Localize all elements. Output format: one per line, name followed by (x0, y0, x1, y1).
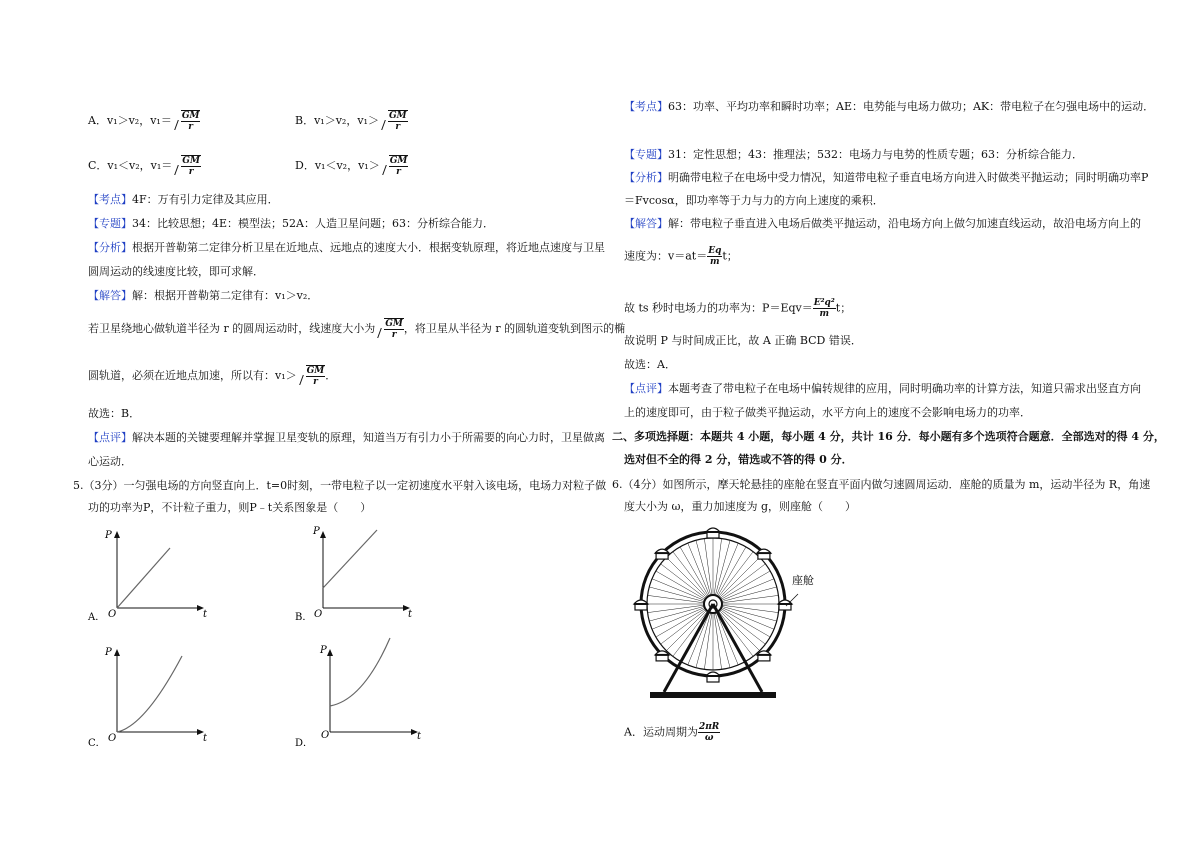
tag-fenxi: 【分析】 (624, 171, 668, 184)
ferris-wheel-figure (620, 520, 840, 710)
q5-answer: 故选：A． (624, 358, 676, 371)
option-letter: C． (88, 159, 108, 172)
axis-label-t: t (203, 609, 208, 620)
q6-option-a: A．运动周期为 $\frac{2\pi R}{\omega}$ (624, 722, 720, 743)
axis-label-t: t (203, 733, 208, 744)
q4-jieda-line1 (88, 287, 318, 303)
sqrt-gm-over-r: $\frac{GM}{r}$ (380, 155, 409, 177)
sqrt-gm-over-r: $\frac{GM}{r}$ (297, 365, 326, 387)
support-leg-right (713, 604, 762, 692)
option-letter: A． (88, 114, 107, 127)
option-letter: D． (295, 159, 315, 172)
origin-label: O (108, 733, 117, 744)
q4-jieda-line2: 若卫星绕地心做轨道半径为 r 的圆周运动时，线速度大小为 $\frac{GM}{r}$ ，将卫星从半径为 r 的圆轨道变轨到图示的椭 (88, 319, 626, 340)
jieda-text: 解：带电粒子垂直进入电场后做类平抛运动，沿电场方向上做匀加速直线运动，故沿电场方向上的 (668, 217, 1141, 230)
tag-jieda: 【解答】 (624, 217, 668, 230)
q4-dianping-line1 (88, 429, 605, 445)
graph-d-curve (330, 638, 390, 706)
fraction-e2q2-over-m: $\frac{\text{E²q²}}{m}$ (813, 298, 835, 319)
q4-dianping-line2: 心运动． (88, 455, 132, 468)
option-d-label: D． (295, 738, 314, 749)
cabin (634, 600, 648, 610)
fenxi-text: 根据开普勒第二定律分析卫星在近地点、远地点的速度大小．根据变轨原理，将近地点速度与卫星 (132, 241, 605, 254)
axis-label-p: P (313, 526, 320, 537)
option-b-label: B． (295, 612, 313, 623)
option-c-label: C． (88, 738, 106, 749)
support-leg-left (664, 604, 713, 692)
axis-label-p: P (105, 647, 112, 658)
axis-label-t: t (408, 609, 413, 620)
q5-kaodian (624, 98, 1154, 114)
q4-option-d (295, 155, 408, 177)
q4-kaodian (88, 191, 279, 207)
cabin (655, 651, 669, 661)
sqrt-gm-over-r: $\frac{GM}{r}$ (172, 110, 201, 132)
fraction-2pir-over-omega: $\frac{2\pi R}{\omega}$ (698, 722, 720, 743)
q5-fenxi-line2: ＝Fvcosα，即功率等于力与力的方向上速度的乘积． (624, 194, 884, 207)
cabin-label: 座舱 (792, 574, 814, 587)
cabin (655, 549, 669, 559)
zhuanti-text: 31：定性思想；43：推理法；532：电场力与电势的性质专题；63：分析综合能力． (668, 148, 1083, 161)
q4-zhuanti (88, 215, 494, 231)
q4-fenxi-line1 (88, 239, 605, 255)
zhuanti-text: 34：比较思想；4E：模型法；52A：人造卫星问题；63：分析综合能力． (132, 217, 494, 230)
graph-a-curve (117, 548, 170, 608)
q4-fenxi-line2: 圆周运动的线速度比较，即可求解． (88, 265, 264, 278)
fenxi-text: 明确带电粒子在电场中受力情况，知道带电粒子垂直电场方向进入时做类平抛运动；同时明确功率P (668, 171, 1149, 184)
q5-stem-line2: 功的功率为P，不计粒子重力，则P﹣t关系图象是（ ） (88, 501, 372, 514)
q5-zhuanti (624, 146, 1083, 162)
q5-stem-line1: 5.（3分）一匀强电场的方向竖直向上．t=0时刻，一带电粒子以一定初速度水平射入该电场，电场力对粒子做 (73, 479, 607, 492)
section-2-heading-line1: 二、多项选择题：本题共 4 小题，每小题 4 分，共计 16 分．每小题有多个选项符合题意．全部选对的得 4 分， (612, 430, 1165, 443)
tag-jieda: 【解答】 (88, 289, 132, 302)
q4-option-a (88, 110, 200, 132)
jieda-text: 解：根据开普勒第二定律有：v₁＞v₂． (132, 289, 319, 302)
q5-jieda-line2: 速度为：v＝at＝ $\frac{Eq}{m}$ t； (624, 246, 738, 267)
graph-d (295, 638, 422, 749)
q5-jieda-line1 (624, 215, 1141, 231)
graph-c-curve (117, 656, 182, 732)
graph-c (88, 647, 208, 749)
axis-label-p: P (320, 645, 327, 656)
q6-stem-line1: 6.（4分）如图所示，摩天轮悬挂的座舱在竖直平面内做匀速圆周运动．座舱的质量为 m，运动半径为 R，角速 (612, 478, 1151, 491)
option-text: v₁＞v₂，v₁＞ (314, 114, 379, 127)
dianping-text: 解决本题的关键要理解并掌握卫星变轨的原理，知道当万有引力小于所需要的向心力时，卫星做离 (132, 431, 605, 444)
tag-dianping: 【点评】 (88, 431, 132, 444)
cabin (757, 651, 771, 661)
q4-jieda-line3: 圆轨道，必须在近地点加速，所以有：v₁＞ $\frac{GM}{r}$ ． (88, 366, 337, 387)
origin-label: O (108, 609, 117, 620)
sqrt-gm-over-r: $\frac{GM}{r}$ (379, 110, 408, 132)
q5-graph-options (85, 520, 535, 760)
axis-label-p: P (105, 530, 112, 541)
cabin (706, 672, 720, 682)
kaodian-text: 4F：万有引力定律及其应用． (132, 193, 279, 206)
q5-dianping-line2: 上的速度即可，由于粒子做类平抛运动，水平方向上的速度不会影响电场力的功率． (624, 406, 1031, 419)
option-letter: B． (295, 114, 315, 127)
section-2-heading-line2: 选对但不全的得 2 分，错选或不答的得 0 分． (624, 453, 853, 466)
base (650, 692, 776, 698)
tag-kaodian: 【考点】 (88, 193, 132, 206)
fraction-eq-over-m: $\frac{Eq}{m}$ (708, 246, 722, 267)
dianping-text: 本题考查了带电粒子在电场中偏转规律的应用，同时明确功率的计算方法，知道只需求出竖直方向 (668, 382, 1141, 395)
kaodian-text: 63：功率、平均功率和瞬时功率；AE：电势能与电场力做功；AK：带电粒子在匀强电场中的运动． (668, 100, 1155, 113)
cabin (757, 549, 771, 559)
tag-dianping: 【点评】 (624, 382, 668, 395)
q6-stem-line2: 度大小为 ω，重力加速度为 g，则座舱（ ） (624, 500, 857, 513)
tag-zhuanti: 【专题】 (624, 148, 668, 161)
q4-answer: 故选：B． (88, 407, 141, 420)
axis-label-t: t (417, 731, 422, 742)
sqrt-gm-over-r: $\frac{GM}{r}$ (172, 155, 201, 177)
option-text: v₁＜v₂，v₁＞ (314, 159, 380, 172)
q4-option-c (88, 155, 201, 177)
q5-dianping-line1 (624, 380, 1141, 396)
tag-zhuanti: 【专题】 (88, 217, 132, 230)
origin-label: O (321, 730, 330, 741)
origin-label: O (314, 609, 323, 620)
q5-jieda-line3: 故 ts 秒时电场力的功率为：P＝Eqv＝ $\frac{\text{E²q²}}{m}$ t； (624, 298, 852, 319)
graph-a (87, 530, 208, 623)
option-a-label: A． (88, 612, 106, 623)
option-text: v₁＜v₂，v₁＝ (107, 159, 173, 172)
graph-b-curve (323, 530, 377, 588)
graph-b (295, 526, 413, 623)
q4-option-b (295, 110, 408, 132)
cabin (778, 600, 792, 610)
cabin (706, 528, 720, 538)
sqrt-gm-over-r: $\frac{GM}{r}$ (375, 318, 404, 340)
tag-fenxi: 【分析】 (88, 241, 132, 254)
q5-jieda-line4: 故说明 P 与时间成正比，故 A 正确 BCD 错误． (624, 334, 862, 347)
q5-fenxi-line1 (624, 169, 1148, 185)
option-text: v₁＞v₂，v₁＝ (106, 114, 172, 127)
tag-kaodian: 【考点】 (624, 100, 668, 113)
